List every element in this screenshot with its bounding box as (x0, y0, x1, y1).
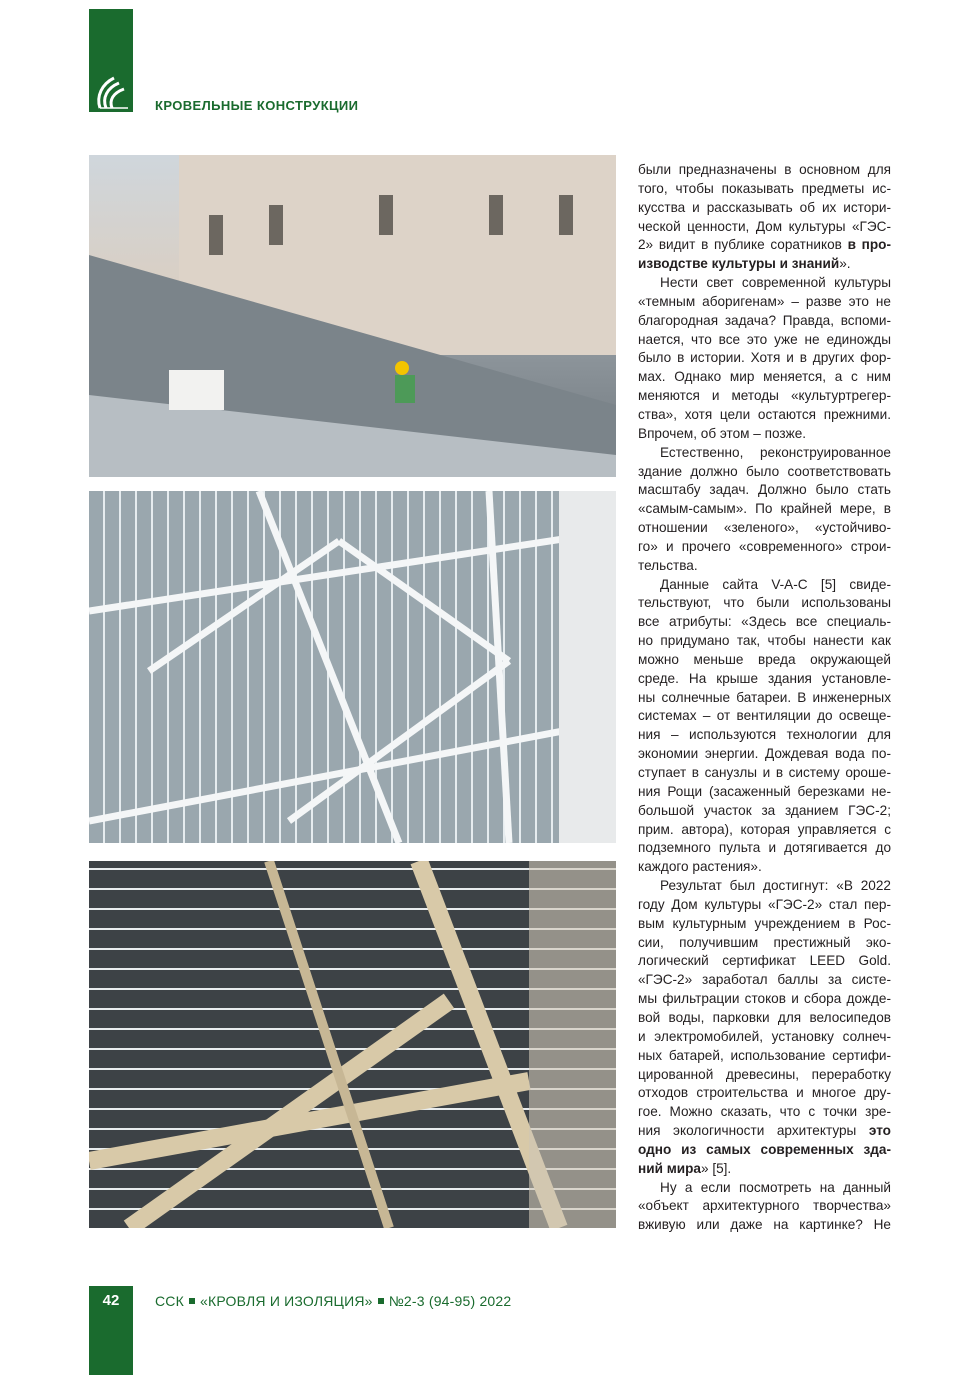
text: сии, получившим престижный эко- (638, 934, 891, 950)
text-line (638, 594, 891, 613)
text-line (638, 1122, 891, 1141)
text-line (638, 821, 891, 840)
footer-magazine-title: «КРОВЛЯ И ИЗОЛЯЦИЯ» (199, 1293, 373, 1309)
separator-square-icon (189, 1298, 195, 1304)
text-line (638, 274, 891, 293)
text-line (638, 1009, 891, 1028)
text: ческой ценности, Дом культуры «ГЭС- (638, 218, 891, 234)
text-line (638, 707, 891, 726)
article-paragraph (638, 576, 891, 878)
text: вым культурным учреждением в Рос- (638, 915, 891, 931)
bold-text: ний мира (638, 1160, 701, 1176)
text: и электромобилей, установку солнеч- (638, 1028, 891, 1044)
text-line (638, 877, 891, 896)
text: здание должно было соответствовать (638, 463, 891, 479)
text-line (638, 1179, 891, 1198)
text-line (638, 632, 891, 651)
separator-square-icon (378, 1298, 384, 1304)
text: каждого растения». (638, 859, 762, 875)
text: «самым-самым». По крайней мере, в (638, 501, 891, 517)
photo-atrium-steel-beams (89, 861, 616, 1228)
text: меняются и методы «культуртрегер- (638, 388, 891, 404)
text-line (638, 406, 891, 425)
article-paragraph (638, 444, 891, 576)
text: мах. Однако мир меняется, а с ним (638, 369, 891, 385)
text: подземного пульта и дотягивается до (638, 840, 891, 856)
article-text-column (638, 161, 891, 1235)
text: того, чтобы показывать предметы ис- (638, 180, 891, 196)
article-paragraph (638, 161, 891, 274)
text-line (638, 1047, 891, 1066)
text-line (638, 764, 891, 783)
text: ния экологичности архитектуры (638, 1123, 869, 1139)
text: прим. автора), которая управляется с (638, 821, 891, 837)
text: Нести свет современной культуры (660, 275, 891, 291)
magazine-logo-icon (92, 70, 130, 110)
bold-text: это (868, 1123, 891, 1139)
text: «темным аборигенам» – разве это не (638, 293, 891, 309)
text: благородная задача? Правда, вспоми- (638, 312, 891, 328)
text: ния Рощи (засаженный березками не- (638, 783, 891, 799)
text-line (638, 1066, 891, 1085)
text-line (638, 613, 891, 632)
page-number: 42 (102, 1292, 120, 1309)
text: цированной древесины, переработку (638, 1066, 891, 1082)
text-line (638, 463, 891, 482)
text: большой участок за зданием ГЭС-2; (638, 802, 891, 818)
text-line (638, 783, 891, 802)
text: среде. На крыше здания установле- (638, 670, 891, 686)
text: ства», хотя цели остаются прежними. (638, 406, 891, 422)
text-line (638, 1103, 891, 1122)
text-line (638, 444, 891, 463)
text: вой воды, парковки для велосипедов (638, 1009, 891, 1025)
article-paragraph (638, 877, 891, 1179)
text-line (638, 670, 891, 689)
text: можно меньше вреда окружающей (638, 651, 891, 667)
bold-text: одно из самых современных зда- (638, 1141, 891, 1157)
text-line (638, 802, 891, 821)
text-line (638, 425, 891, 444)
text: ны солнечные батареи. В инженерных (638, 689, 891, 705)
text: «ГЭС-2» заработал баллы за систе- (638, 972, 891, 988)
text-line (638, 180, 891, 199)
text-line (638, 689, 891, 708)
text-line (638, 199, 891, 218)
text: экономии энергии. Дождевая вода по- (638, 746, 891, 762)
text-line (638, 1141, 891, 1160)
text: логический сертификат LEED Gold. (638, 953, 891, 969)
text-line (638, 255, 891, 274)
text-line (638, 481, 891, 500)
text-line (638, 896, 891, 915)
text: тельствуют, что были использованы (638, 595, 891, 611)
text: кусства и рассказывать об их истори- (638, 199, 891, 215)
article-paragraph (638, 1179, 891, 1236)
text-line (638, 236, 891, 255)
text-line (638, 1197, 891, 1216)
section-title: КРОВЕЛЬНЫЕ КОНСТРУКЦИИ (155, 98, 359, 113)
text-line (638, 1160, 891, 1179)
text: но придумано так, чтобы нанести как (638, 633, 891, 649)
text-line (638, 218, 891, 237)
footer-publisher: ССК (155, 1293, 184, 1309)
text-line (638, 1216, 891, 1235)
text-line (638, 538, 891, 557)
text: тельства. (638, 557, 698, 573)
text: было в истории. Хотя и в других фор- (638, 350, 891, 366)
bold-text: в про- (847, 237, 891, 253)
text: Естественно, реконструированное (660, 444, 891, 460)
text: 2» видит в публике соратников (638, 237, 848, 253)
text: ных батарей, использование сертифи- (638, 1047, 891, 1063)
text: все атрибуты: «Здесь все специаль- (638, 614, 891, 630)
text: нается, что все это уже не единожды (638, 331, 891, 347)
text-line (638, 745, 891, 764)
text-line (638, 349, 891, 368)
text: Ну а если посмотреть на данный (660, 1179, 891, 1195)
article-paragraph (638, 274, 891, 444)
text: гое. Можно сказать, что с точки зре- (638, 1104, 891, 1120)
text: го» и прочего «современного» строи- (638, 538, 891, 554)
text: ступает в санузлы и в систему ороше- (638, 765, 891, 780)
text-line (638, 368, 891, 387)
text-line (638, 387, 891, 406)
text: масштабу задач. Должно было стать (638, 482, 891, 498)
text: вживую или даже на картинке? Не (638, 1217, 891, 1233)
footer-publication-info (155, 1293, 511, 1309)
text: Впрочем, об этом – позже. (638, 425, 807, 441)
text: Результат был достигнут: «В 2022 (660, 878, 891, 894)
text: отходов строительства и многое дру- (638, 1085, 891, 1101)
text-line (638, 293, 891, 312)
text-line (638, 312, 891, 331)
text-line (638, 839, 891, 858)
text-line (638, 519, 891, 538)
text-line (638, 1084, 891, 1103)
text: системах – от вентиляции до освеще- (638, 708, 891, 724)
text-line (638, 915, 891, 934)
text: мы фильтрации стоков и сбора дожде- (638, 991, 891, 1007)
footer-issue: №2-3 (94-95) 2022 (388, 1293, 512, 1309)
photo-glass-roof-frame (89, 491, 616, 843)
text: «объект архитектурного творчества» (638, 1198, 891, 1214)
text-line (638, 651, 891, 670)
text: были предназначены в основном для (638, 162, 891, 177)
text: ния – используются технологии для (638, 727, 891, 743)
text-line (638, 858, 891, 877)
text-line (638, 576, 891, 595)
text-line (638, 161, 891, 180)
text-line (638, 990, 891, 1009)
text-line (638, 500, 891, 519)
text: » [5]. (700, 1160, 732, 1176)
text: Данные сайта V-A-C [5] свиде- (660, 576, 891, 592)
text-line (638, 1028, 891, 1047)
text-line (638, 952, 891, 971)
text-line (638, 557, 891, 576)
text-line (638, 726, 891, 745)
text-line (638, 331, 891, 350)
text: году Дом культуры «ГЭС-2» стал пер- (638, 896, 891, 912)
text-line (638, 934, 891, 953)
photo-roof-worker (89, 155, 616, 477)
text: ». (839, 256, 851, 272)
bold-text: изводстве культуры и знаний (638, 256, 840, 272)
text-line (638, 971, 891, 990)
text: отношении «зеленого», «устойчиво- (638, 520, 891, 536)
